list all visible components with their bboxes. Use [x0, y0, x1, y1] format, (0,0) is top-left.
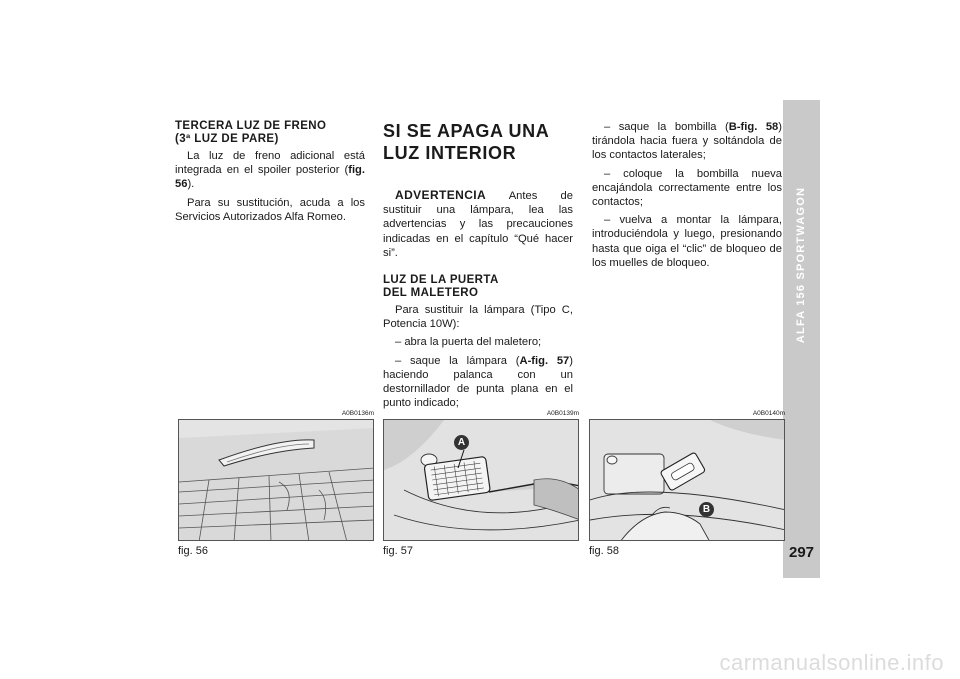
heading-line: (3ª LUZ DE PARE) — [175, 133, 279, 145]
step-item: – vuelva a montar la lámpara, introduciéndola y luego, presionando hasta que oiga el “clic” de bloqueo de los muelles de bloqueo. — [592, 214, 782, 269]
column-2 — [383, 120, 573, 414]
callout-label: B — [699, 502, 714, 517]
section-title: SI SE APAGA UNA LUZ INTERIOR — [383, 121, 550, 163]
column-1 — [175, 120, 365, 228]
step-item: – saque la bombilla (B-fig. 58) tirándola hacia fuera y soltándola de los contactos laterales; — [592, 121, 782, 162]
callout-label: A — [454, 435, 469, 450]
page-number: 297 — [788, 544, 815, 561]
figure-caption: fig. 57 — [383, 545, 413, 557]
step-item: – saque la lámpara (A-fig. 57) haciendo palanca con un destornillador de punta plana en el punto indicado; — [383, 354, 573, 410]
figure-reference: fig. 56 — [175, 164, 365, 191]
figure-code: A0B0136m — [341, 410, 374, 417]
section-heading — [175, 120, 365, 146]
heading-line: TERCERA LUZ DE FRENO — [175, 120, 327, 132]
warning-paragraph: ADVERTENCIA Antes de sustituir una lámpara, lea las advertencias y las precauciones indicadas en el capítulo “Qué hacer si”. — [383, 188, 573, 259]
side-tab — [783, 100, 820, 578]
paragraph: Para sustituir la lámpara (Tipo C, Potencia 10W): — [383, 304, 573, 331]
step-item: – coloque la bombilla nueva encajándola correctamente entre los contactos; — [592, 167, 782, 209]
watermark: carmanualsonline.info — [719, 650, 944, 675]
figure-57 — [383, 410, 579, 557]
figure-image — [178, 419, 374, 541]
figure-caption: fig. 58 — [589, 545, 619, 557]
figure-image — [589, 419, 785, 541]
column-3 — [592, 120, 782, 274]
side-tab-title: ALFA 156 SPORTWAGON — [795, 186, 808, 344]
bulb-replacement-illustration — [590, 420, 785, 541]
trunk-lamp-illustration — [384, 420, 579, 541]
paragraph: Para su sustitución, acuda a los Servicios Autorizados Alfa Romeo. — [175, 196, 365, 223]
figure-reference: A-fig. 57 — [519, 354, 570, 367]
rear-spoiler-illustration — [179, 420, 374, 541]
warning-label: ADVERTENCIA — [395, 188, 487, 202]
step-item: – abra la puerta del maletero; — [395, 336, 542, 349]
figure-image — [383, 419, 579, 541]
figure-caption: fig. 56 — [178, 545, 208, 557]
figure-code: A0B0140m — [752, 410, 785, 417]
figure-58 — [589, 410, 785, 557]
paragraph: La luz de freno adicional está integrada en el spoiler posterior (fig. 56). — [175, 150, 365, 191]
figure-56 — [178, 410, 374, 557]
figure-code: A0B0139m — [546, 410, 579, 417]
subsection-heading: LUZ DE LA PUERTA DEL MALETERO — [383, 274, 499, 300]
figure-reference: B-fig. 58 — [728, 121, 779, 133]
